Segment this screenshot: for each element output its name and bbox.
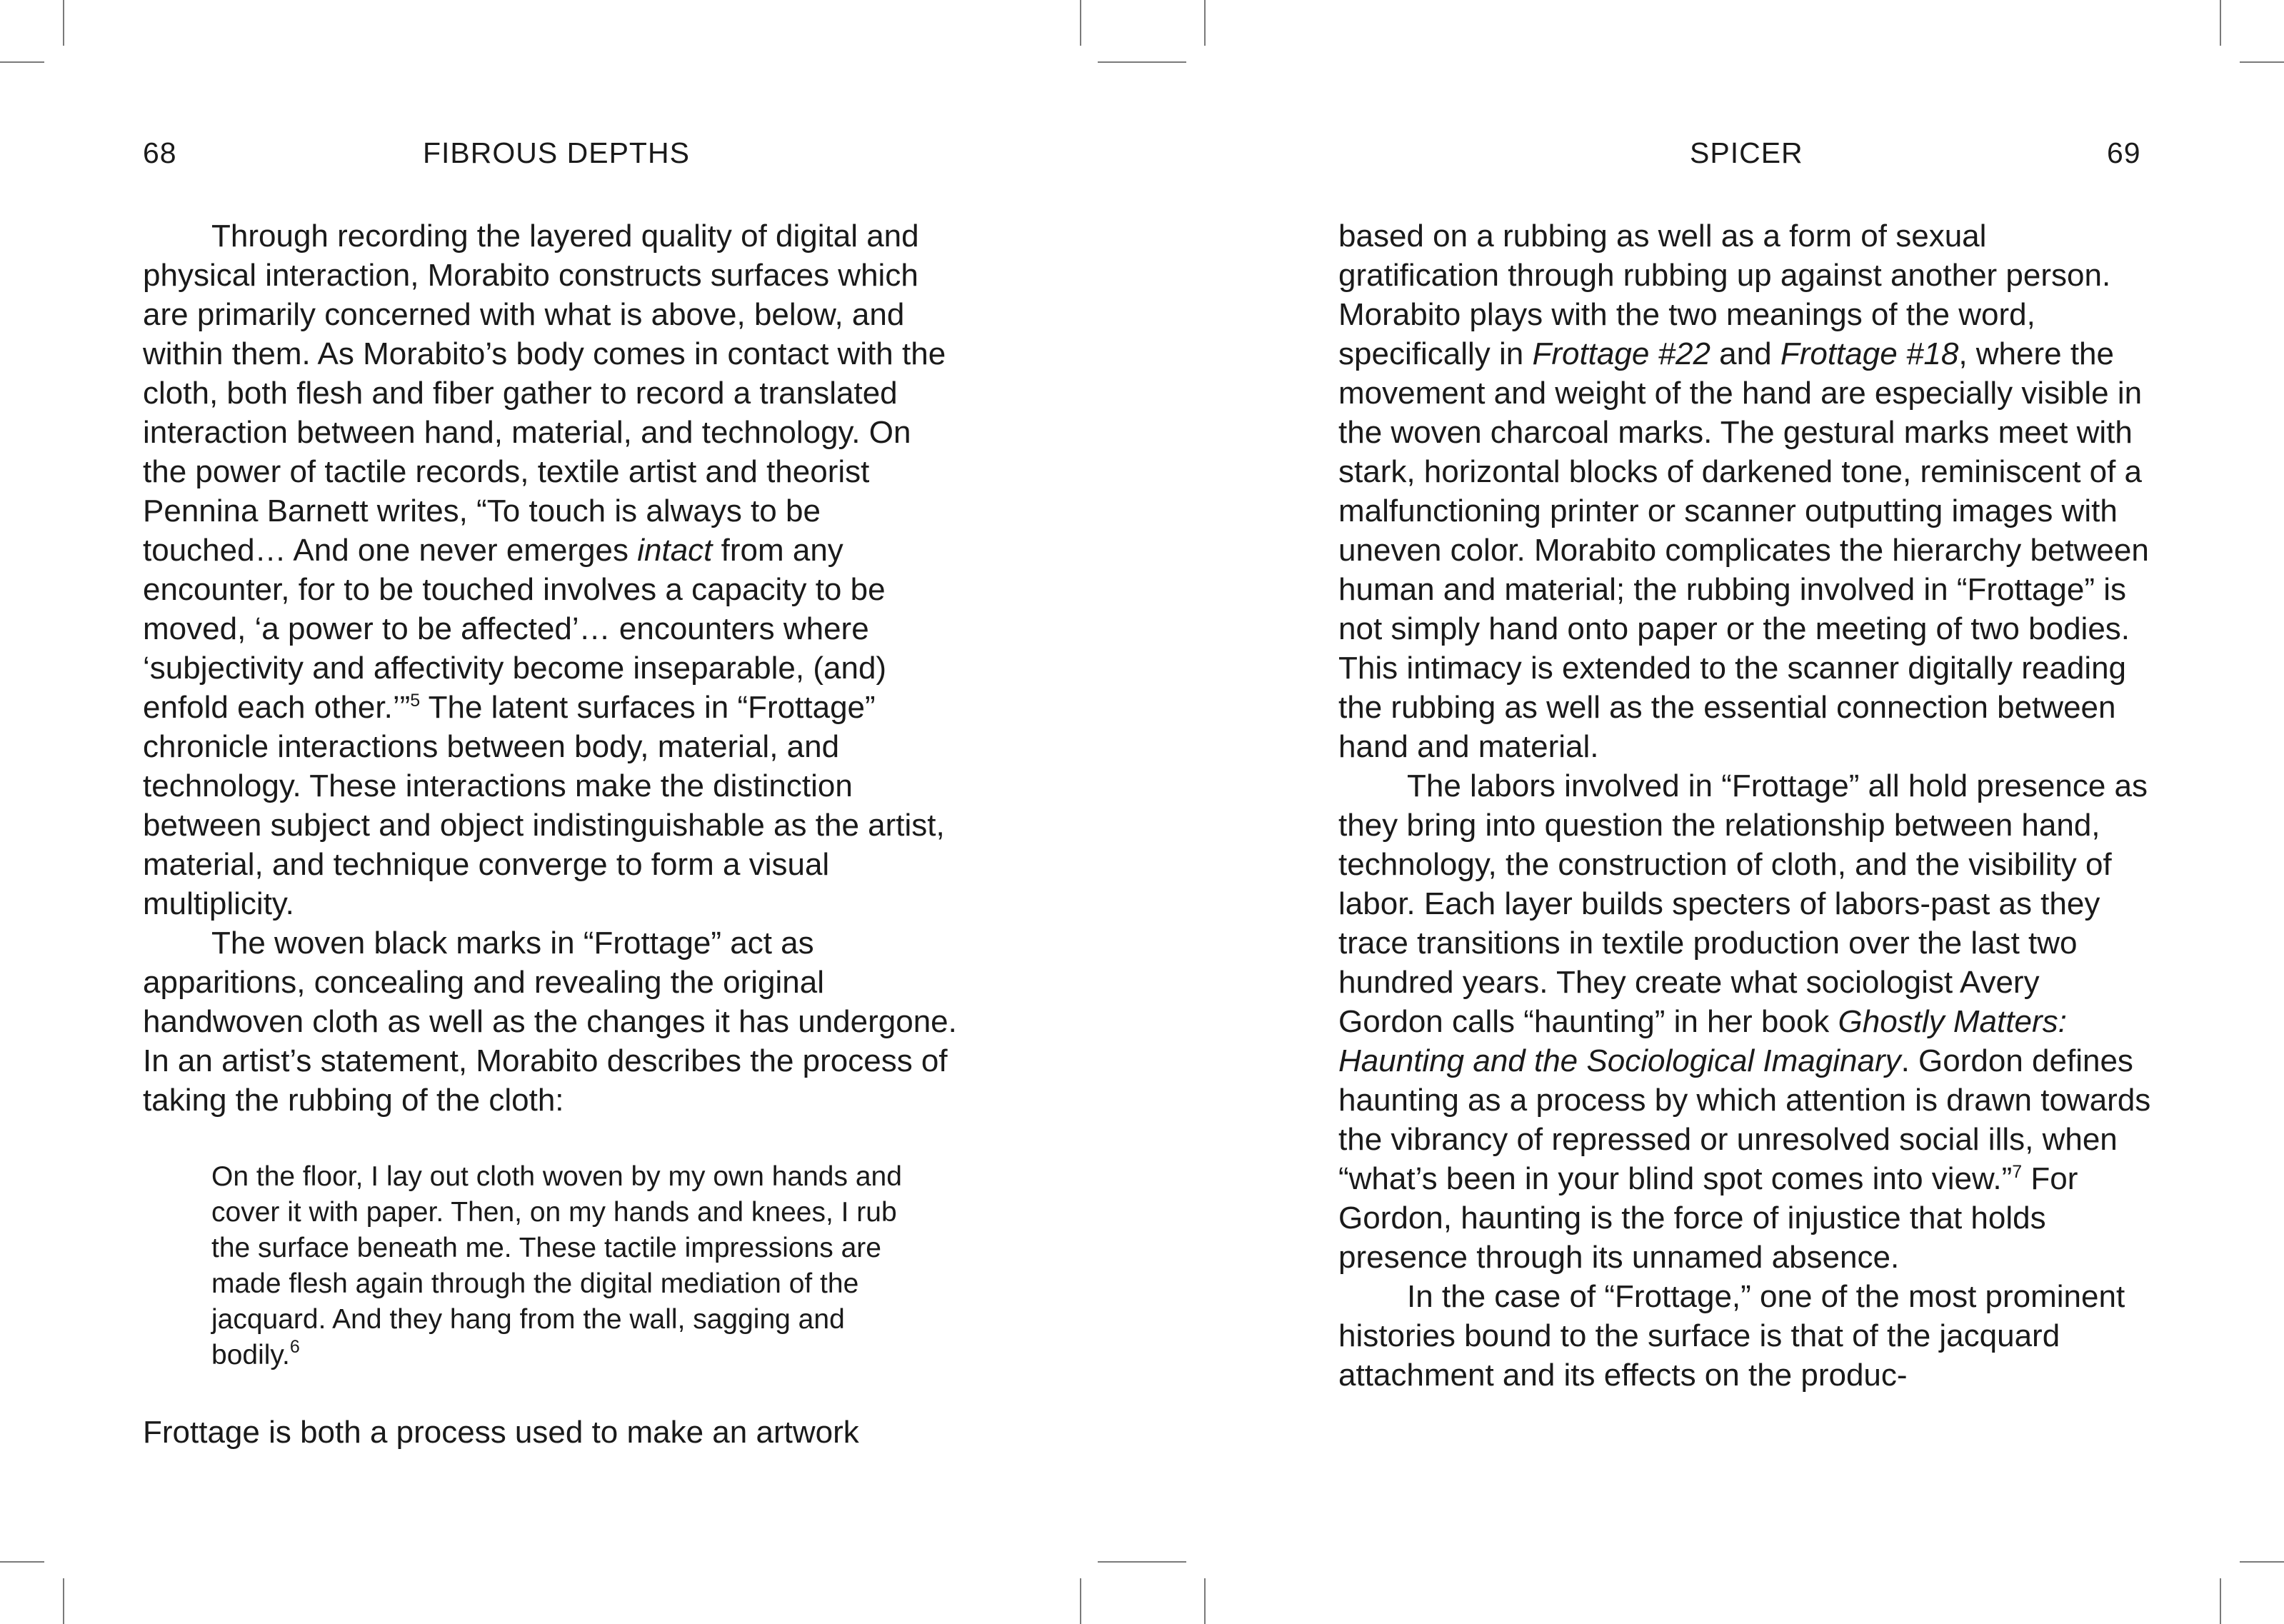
paragraph: The labors involved in “Frottage” all hold presence as they bring into question the relationship between hand, technology, the construction of cloth, and the visibility of labor. Each layer builds specters of labors-past as they trace transitions in textile production over the last two hundred years. They create what sociologist Avery Gordon calls “haunting” in her book Ghostly Matters: Haunting and the Sociological Imaginary. Gordon defines haunting as a process by which attention is drawn towards the vibrancy of repressed or unresolved social ills, when “what’s been in your blind spot comes into view.”$^7$ For Gordon, haunting is the force of injustice that holds presence through its unnamed absence. — [1338, 768, 2151, 1275]
crop-mark — [1098, 61, 1186, 63]
page-number: 69 — [2107, 136, 2141, 169]
footnote-ref: 7 — [2012, 1162, 2023, 1182]
crop-mark — [63, 1578, 64, 1624]
crop-mark — [1098, 1561, 1186, 1563]
crop-mark — [0, 61, 44, 63]
page-number: 68 — [143, 136, 177, 169]
block-quote: On the floor, I lay out cloth woven by my own hands and cover it with paper. Then, on my hands and knees, I rub the surface beneath me. These tactile impressions are made flesh again through the digital mediation of the jacquard. And they hang from the wall, sagging and bodily.$^6$ — [211, 1161, 902, 1370]
crop-mark — [1080, 1578, 1081, 1624]
emphasis: Frottage #18 — [1780, 336, 1959, 371]
crop-mark — [1204, 0, 1206, 46]
footnote-ref: 5 — [410, 691, 421, 711]
crop-mark — [2240, 61, 2284, 63]
crop-mark — [0, 1561, 44, 1563]
running-head: SPICER — [1690, 136, 1803, 169]
body-text — [143, 216, 957, 1452]
crop-mark — [1080, 0, 1081, 46]
emphasis: Ghostly Matters: Haunting and the Sociological Imaginary — [1338, 1004, 2067, 1078]
crop-mark — [1204, 1578, 1206, 1624]
emphasis: Frottage #22 — [1532, 336, 1711, 371]
paragraph: Frottage is both a process used to make an artwork — [143, 1415, 859, 1450]
crop-mark — [63, 0, 64, 46]
crop-mark — [2220, 1578, 2221, 1624]
footnote-ref: 6 — [289, 1337, 300, 1357]
paragraph: In the case of “Frottage,” one of the most prominent histories bound to the surface is that of the jacquard attachment and its effects on the produc- — [1338, 1279, 2125, 1393]
paragraph: Through recording the layered quality of digital and physical interaction, Morabito constructs surfaces which are primarily concerned with what is above, below, and within them. As Morabito’s body comes in contact with the cloth, both flesh and fiber gather to record a translated interaction between hand, material, and technology. On the power of tactile records, textile artist and theorist Pennina Barnett writes, “To touch is always to be touched… And one never emerges intact from any encounter, for to be touched involves a capacity to be moved, ‘a power to be affected’… encounters where ‘subjectivity and affectivity become inseparable, (and) enfold each other.’”$^5$ The latent surfaces in “Frottage” chronicle interactions between body, material, and technology. These interactions make the distinction between subject and object indistinguishable as the artist, material, and technique converge to form a visual multiplicity. — [143, 219, 946, 921]
body-text — [1338, 216, 2153, 1395]
paragraph: based on a rubbing as well as a form of sexual gratification through rubbing up against another person. Morabito plays with the two meanings of the word, specifically in Frottage #22 and Frottage #18, where the movement and weight of the hand are especially visible in the woven charcoal marks. The gestural marks meet with stark, horizontal blocks of darkened tone, reminiscent of a malfunctioning printer or scanner outputting images with uneven color. Morabito complicates the hierarchy between human and material; the rubbing involved in “Frottage” is not simply hand onto paper or the meeting of two bodies. This intimacy is extended to the scanner digitally reading the rubbing as well as the essential connection between hand and material. — [1338, 219, 2149, 764]
paragraph: The woven black marks in “Frottage” act as apparitions, concealing and revealing the original handwoven cloth as well as the changes it has undergone. In an artist’s statement, Morabito describes the process of taking the rubbing of the cloth: — [143, 926, 957, 1118]
emphasis: intact — [637, 533, 713, 568]
running-head: FIBROUS DEPTHS — [423, 136, 690, 169]
crop-mark — [2240, 1561, 2284, 1563]
crop-mark — [2220, 0, 2221, 46]
